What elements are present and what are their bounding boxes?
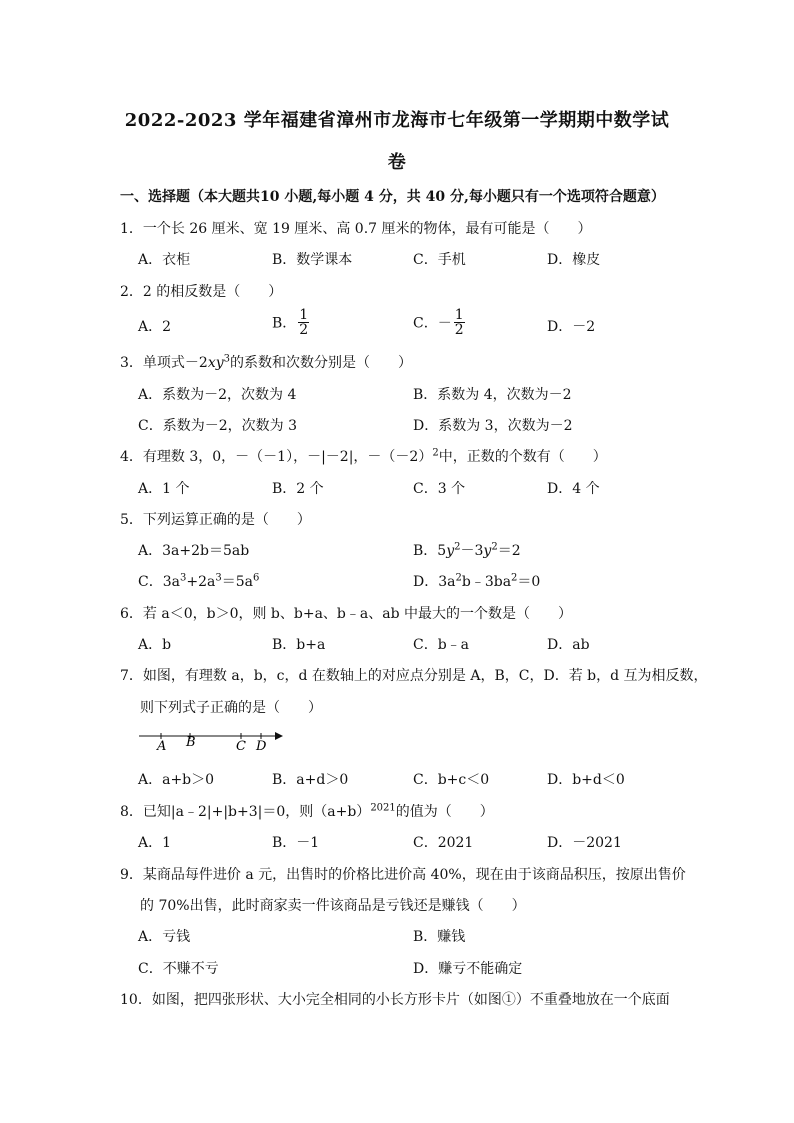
- q1-option-b: B．数学课本: [272, 252, 353, 268]
- q5-b-part3: ＝2: [497, 543, 521, 559]
- q5-d-part2: b﹣3ba: [461, 574, 512, 590]
- q5-b-exp2: 2: [491, 541, 498, 553]
- q2-stem: 2．2 的相反数是（ ）: [120, 284, 283, 300]
- q3-stem-suffix: 的系数和次数分别是（ ）: [230, 355, 413, 371]
- q2-option-d: D．－2: [547, 319, 596, 335]
- q5-option-c: [138, 571, 259, 591]
- q1-option-c: C．手机: [413, 252, 466, 268]
- q9-option-c: C．不赚不亏: [138, 961, 219, 977]
- q6-stem: 6．若 a＜0，b＞0，则 b、b+a、b﹣a、ab 中最大的一个数是（ ）: [120, 606, 572, 622]
- q4-stem-prefix: 4．有理数 3，0，－（－1），－|－2|，－（－2）: [120, 449, 433, 465]
- q3-stem: [120, 352, 412, 372]
- exam-title-line1: 2022-2023 学年福建省漳州市龙海市七年级第一学期期中数学试: [124, 110, 670, 131]
- q5-b-part2: －3: [460, 543, 484, 559]
- q8-option-d: D．－2021: [547, 835, 622, 851]
- q5-b-exp1: 2: [454, 541, 461, 553]
- q4-option-b: B．2 个: [272, 481, 324, 497]
- q8-option-b: B．－1: [272, 835, 320, 851]
- q7-stem-line1: 7．如图，有理数 a，b，c，d 在数轴上的对应点分别是 A，B，C，D．若 b，d 互为相反数，: [120, 668, 708, 684]
- q5-stem: 5．下列运算正确的是（ ）: [120, 512, 311, 528]
- q8-stem: [120, 801, 494, 821]
- q5-option-a: A．3a+2b＝5ab: [138, 543, 250, 559]
- q3-var-x: x: [207, 355, 216, 371]
- q9-option-a: A．亏钱: [138, 929, 191, 945]
- q4-option-a: A．1 个: [138, 481, 190, 497]
- q5-c-part1: C．3a: [138, 574, 180, 590]
- q2-option-c-fraction: [454, 308, 465, 337]
- q3-var-y: y: [215, 355, 224, 371]
- q4-exponent: 2: [432, 447, 439, 459]
- point-label-b: B: [186, 735, 196, 750]
- q5-c-exp2: 3: [215, 572, 222, 584]
- q5-d-exp1: 2: [455, 572, 462, 584]
- q9-stem-line2: 的 70%出售，此时商家卖一件该商品是亏钱还是赚钱（ ）: [140, 898, 526, 914]
- q7-option-c: C．b+c＜0: [413, 772, 490, 788]
- q7-option-d: D．b+d＜0: [547, 772, 625, 788]
- q5-option-b: [413, 540, 521, 560]
- q4-stem: [120, 446, 607, 466]
- q1-option-a: A．衣柜: [138, 252, 191, 268]
- q7-number-line: [137, 728, 287, 756]
- q8-stem-prefix: 8．已知|a﹣2|+|b+3|＝0，则（a+b）: [120, 804, 371, 820]
- q4-option-c: C．3 个: [413, 481, 466, 497]
- q4-stem-suffix: 中，正数的个数有（ ）: [438, 449, 607, 465]
- q5-b-part1: B．5: [413, 543, 447, 559]
- q6-option-c: C．b﹣a: [413, 637, 470, 653]
- q5-d-part3: ＝0: [517, 574, 541, 590]
- q2-c-denominator: 2: [454, 322, 464, 338]
- q2-c-numerator: 1: [454, 307, 464, 323]
- q2-option-c-label: C．－: [413, 315, 452, 332]
- q3-exponent: 3: [223, 353, 231, 365]
- q3-option-c: C．系数为－2，次数为 3: [138, 418, 297, 434]
- point-label-a: A: [157, 739, 167, 754]
- q7-option-b: B．a+d＞0: [272, 772, 349, 788]
- q7-stem-line2: 则下列式子正确的是（ ）: [140, 700, 322, 716]
- q2-option-b-fraction: [298, 308, 309, 337]
- q9-stem-line1: 9．某商品每件进价 a 元，出售时的价格比进价高 40%，现在由于该商品积压，按原出售价: [120, 867, 686, 883]
- q2-option-b: [272, 308, 309, 337]
- section-heading: 一、选择题（本大题共10 小题,每小题 4 分，共 40 分,每小题只有一个选项符合题意）: [120, 189, 665, 205]
- q3-option-b: B．系数为 4，次数为－2: [413, 387, 572, 403]
- q3-option-a: A．系数为－2，次数为 4: [138, 387, 297, 403]
- q5-option-d: [413, 571, 540, 591]
- q8-option-c: C．2021: [413, 835, 474, 851]
- q9-option-b: B．赚钱: [413, 929, 466, 945]
- q2-b-denominator: 2: [299, 322, 309, 338]
- q8-option-a: A．1: [138, 835, 172, 851]
- q5-b-var1: y: [446, 543, 455, 559]
- q8-stem-suffix: 的值为（ ）: [395, 804, 494, 820]
- q5-b-var2: y: [483, 543, 492, 559]
- q7-option-a: A．a+b＞0: [138, 772, 215, 788]
- q5-c-exp3: 6: [252, 572, 260, 584]
- q2-option-b-label: B．: [272, 315, 297, 332]
- point-label-c: C: [236, 739, 246, 754]
- q5-c-exp1: 3: [179, 572, 187, 584]
- q3-stem-prefix: 3．单项式－2: [120, 355, 208, 371]
- q5-c-part3: ＝5a: [221, 574, 253, 590]
- q3-option-d: D．系数为 3，次数为－2: [413, 418, 573, 434]
- q5-c-part2: +2a: [186, 574, 216, 590]
- q6-option-b: B．b+a: [272, 637, 326, 653]
- q1-option-d: D．橡皮: [547, 252, 601, 268]
- q4-option-d: D．4 个: [547, 481, 600, 497]
- q2-b-numerator: 1: [299, 307, 309, 323]
- q6-option-a: A．b: [138, 637, 172, 653]
- q5-d-exp2: 2: [511, 572, 518, 584]
- q10-stem: 10．如图，把四张形状、大小完全相同的小长方形卡片（如图①）不重叠地放在一个底面: [120, 992, 670, 1008]
- q2-option-c: [413, 308, 465, 337]
- q6-option-d: D．ab: [547, 637, 590, 653]
- q1-stem: 1．一个长 26 厘米、宽 19 厘米、高 0.7 厘米的物体，最有可能是（ ）: [120, 221, 592, 237]
- number-line-arrow: [275, 732, 283, 740]
- q5-d-part1: D．3a: [413, 574, 456, 590]
- q2-option-a: A．2: [138, 319, 172, 335]
- q9-option-d: D．赚亏不能确定: [413, 961, 523, 977]
- q8-exponent: 2021: [370, 802, 396, 814]
- point-label-d: D: [256, 739, 267, 754]
- exam-title-line2: 卷: [387, 152, 407, 173]
